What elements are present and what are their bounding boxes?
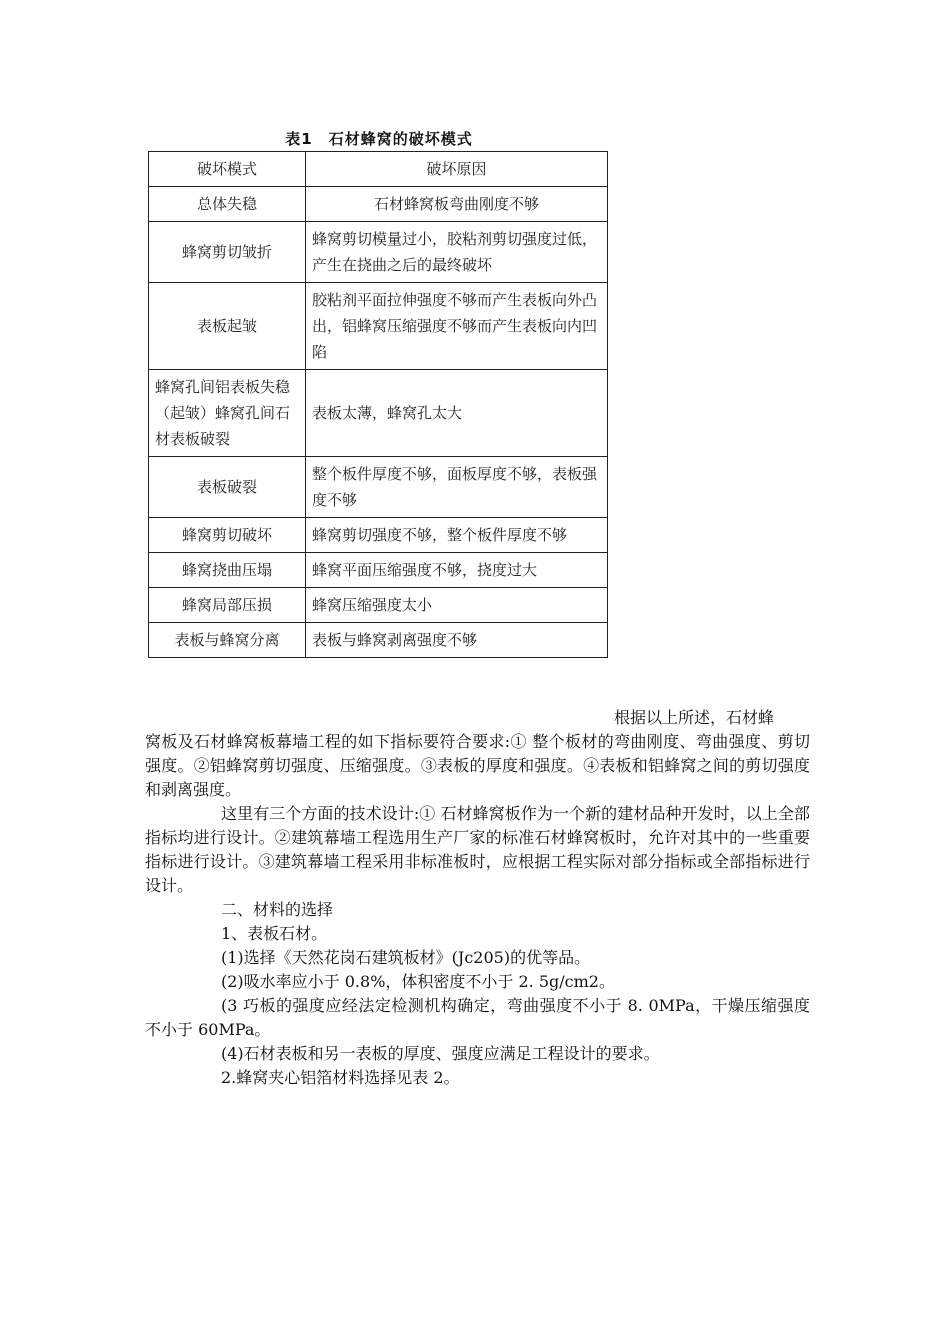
cause-cell: 蜂窝剪切强度不够，整个板件厚度不够	[306, 518, 608, 553]
section-heading: 二、材料的选择	[221, 900, 334, 919]
inline-lead-text: 根据以上所述，石材蜂	[614, 708, 775, 727]
header-mode: 破坏模式	[149, 152, 306, 187]
mode-cell: 总体失稳	[149, 187, 306, 222]
body-text	[145, 706, 810, 1090]
list-item: (2)吸水率应小于 0.8%，体积密度不小于 2. 5g/cm2。	[221, 972, 615, 991]
mode-cell: 蜂窝剪切皱折	[149, 222, 306, 283]
table-row	[149, 623, 608, 658]
header-cause: 破坏原因	[306, 152, 608, 187]
cause-cell: 石材蜂窝板弯曲刚度不够	[306, 187, 608, 222]
table-row	[149, 370, 608, 457]
list-item: (1)选择《天然花岗石建筑板材》(Jc205)的优等品。	[221, 948, 591, 967]
cause-cell: 表板与蜂窝剥离强度不够	[306, 623, 608, 658]
cause-cell: 整个板件厚度不够，面板厚度不够，表板强度不够	[306, 457, 608, 518]
paragraph-requirements: 窝板及石材蜂窝板幕墙工程的如下指标要符合要求:① 整个板材的弯曲刚度、弯曲强度、剪切强度。②铝蜂窝剪切强度、压缩强度。③表板的厚度和强度。④表板和铝蜂窝之间的剪切强度和剥离强度。	[145, 732, 810, 799]
table-row	[149, 588, 608, 623]
table-row	[149, 457, 608, 518]
table-row	[149, 518, 608, 553]
subsection-heading: 1、表板石材。	[221, 924, 328, 943]
table-row	[149, 283, 608, 370]
mode-cell: 蜂窝局部压损	[149, 588, 306, 623]
cause-cell: 胶粘剂平面拉伸强度不够而产生表板向外凸出，铝蜂窝压缩强度不够而产生表板向内凹陷	[306, 283, 608, 370]
mode-cell: 表板与蜂窝分离	[149, 623, 306, 658]
table-row	[149, 553, 608, 588]
list-item: 2.蜂窝夹心铝箔材料选择见表 2。	[221, 1068, 460, 1087]
mode-cell: 蜂窝孔间铝表板失稳（起皱）蜂窝孔间石材表板破裂	[149, 370, 306, 457]
table-row	[149, 222, 608, 283]
cause-cell: 蜂窝平面压缩强度不够，挠度过大	[306, 553, 608, 588]
list-item: (4)石材表板和另一表板的厚度、强度应满足工程设计的要求。	[221, 1044, 660, 1063]
paragraph-technical-design: 这里有三个方面的技术设计:① 石材蜂窝板作为一个新的建材品种开发时，以上全部指标均进行设计。②建筑幕墙工程选用生产厂家的标准石材蜂窝板时，允许对其中的一些重要指标进行设计。③建筑幕墙工程采用非标准板时，应根据工程实际对部分指标或全部指标进行设计。	[145, 804, 810, 895]
failure-mode-table-container	[148, 151, 608, 658]
table-header-row	[149, 152, 608, 187]
mode-cell: 表板起皱	[149, 283, 306, 370]
table-caption: 表1 石材蜂窝的破坏模式	[285, 130, 473, 148]
cause-cell: 蜂窝剪切模量过小，胶粘剂剪切强度过低，产生在挠曲之后的最终破坏	[306, 222, 608, 283]
failure-mode-table	[148, 151, 608, 658]
cause-cell: 蜂窝压缩强度太小	[306, 588, 608, 623]
table-row	[149, 187, 608, 222]
mode-cell: 蜂窝挠曲压塌	[149, 553, 306, 588]
list-item: (3 巧板的强度应经法定检测机构确定，弯曲强度不小于 8. 0MPa，干燥压缩强度不小于 60MPa。	[145, 996, 810, 1039]
mode-cell: 蜂窝剪切破坏	[149, 518, 306, 553]
cause-cell: 表板太薄，蜂窝孔太大	[306, 370, 608, 457]
mode-cell: 表板破裂	[149, 457, 306, 518]
